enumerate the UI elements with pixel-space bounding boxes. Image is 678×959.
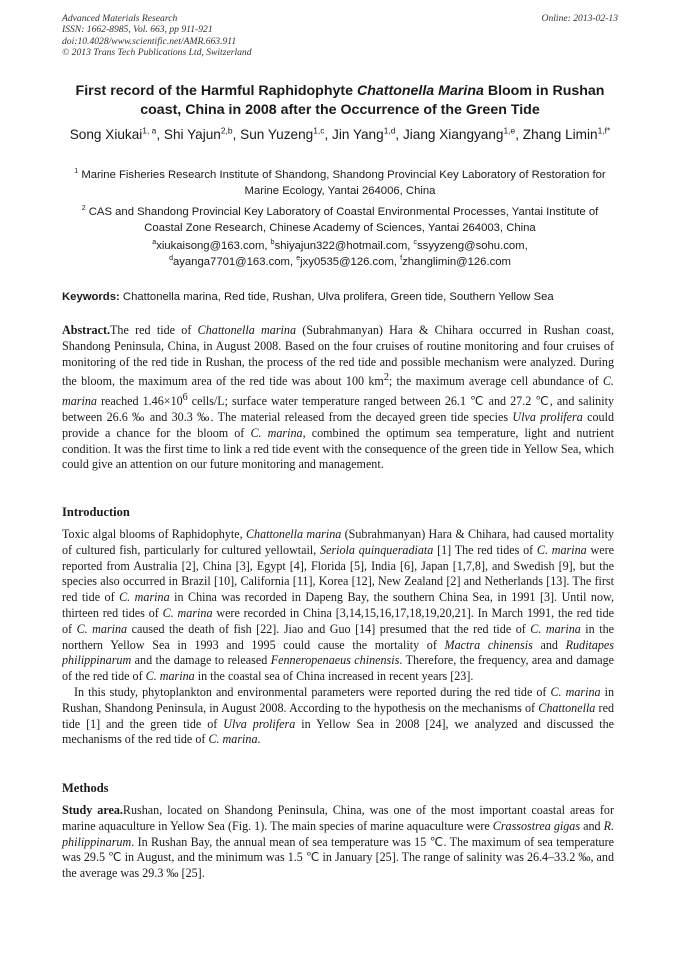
intro-text: in the northern Yellow Sea in 1993 and 1995 could cause the mortality of	[62, 621, 614, 652]
email-sup: c	[413, 239, 418, 247]
email-address[interactable]: ssyyzeng@sohu.com	[417, 240, 525, 252]
affiliation-1-text: Marine Fisheries Research Institute of Shandong, Shandong Provincial Key Laboratory of Restoration for Marine Ecology, Yantai 264006, China	[81, 169, 606, 197]
species-name: Chattonella marina	[245, 527, 342, 541]
abstract-sup: 6	[182, 392, 188, 404]
intro-text: . Therefore, the frequency, area and damage of the red tide of	[62, 653, 615, 684]
methods-text: . In Rushan Bay, the annual mean of sea temperature was 15 ℃. The maximum of sea temperature was 29.5 ℃ in August, and the minimum was 1.5 ℃ in January [25]. The range of salinity was 26.4–33.2 ‰, and the average was 29.3 ‰ [25].	[62, 834, 614, 881]
doi-line[interactable]: doi:10.4028/www.scientific.net/AMR.663.911	[62, 35, 237, 47]
author-sup: 2,b	[220, 125, 233, 136]
email-address[interactable]: jxy0535@126.com	[300, 256, 394, 268]
issn-line: ISSN: 1662-8985, Vol. 663, pp 911-921	[62, 24, 213, 36]
abstract-text: cells/L; surface water temperature ranged between 26.1 ℃ and 27.2 ℃, and salinity between 26.6 ‰ and 30.3 ‰. The material released from the decayed green tide species	[62, 394, 614, 425]
species-name: C. marina	[162, 605, 213, 620]
species-name: C. marina	[119, 590, 170, 605]
species-name: Seriola quinqueradiata	[320, 542, 434, 557]
email-sep: ,	[393, 256, 401, 268]
study-area-label: Study area.	[62, 803, 123, 817]
species-name: C. marina	[208, 732, 258, 747]
author-name: Shi Yajun	[163, 127, 221, 142]
email-sup: d	[169, 255, 173, 263]
email-sup: a	[152, 239, 157, 247]
species-name: C. marina	[62, 374, 614, 409]
author-list	[62, 125, 618, 145]
methods-text: Rushan, located on Shandong Peninsula, China, was one of the most important coastal areas for marine aquaculture in Yellow Sea (Fig. 1). The main species of marine aquaculture were	[62, 803, 614, 833]
email-sep: ,	[264, 240, 271, 252]
intro-text: and the damage to released	[131, 653, 271, 668]
keywords-label: Keywords:	[62, 291, 120, 303]
species-name: Ruditapes philippinarum	[62, 637, 614, 668]
email-address[interactable]: shiyajun322@hotmail.com	[274, 240, 408, 252]
journal-name: Advanced Materials Research	[62, 13, 178, 24]
affiliation-1-sup: 1	[74, 168, 79, 176]
online-date: Online: 2013-02-13	[541, 13, 618, 24]
title-part-1: First record of the Harmful Raphidophyte	[75, 83, 357, 99]
author-sep: ,	[395, 127, 403, 142]
abstract-text: could provide a chance for the bloom of	[62, 410, 614, 440]
abstract-sup: 2	[383, 372, 389, 384]
abstract-text: (Subrahmanyan) Hara & Chihara occurred in Rushan coast, Shandong Peninsula, China, in August 2008. Based on the four cruises of routine monitoring and four cruises of monitoring of the red tide in Rushan, the process of the red tide and possible mechanism were analyzed. During the bloom, the maximum area of the red tide was about 100 km	[62, 323, 614, 389]
author-sep: ,	[232, 127, 241, 142]
affiliation-2-text: CAS and Shandong Provincial Key Laboratory of Coastal Environmental Processes, Yantai Institute of Coastal Zone Research, Chinese Academy of Sciences, Yantai 264003, China	[88, 206, 599, 234]
species-name: C. marina	[550, 684, 601, 699]
introduction-heading: Introduction	[62, 505, 130, 519]
email-sep: ,	[407, 240, 414, 252]
species-name: Mactra chinensis	[444, 637, 533, 652]
abstract-text: reached 1.46×10	[96, 394, 183, 409]
abstract	[62, 323, 614, 473]
intro-text: (Subrahmanyan) Hara & Chihara, had caused mortality of cultured fish, particularly for cultured yellowtail,	[62, 527, 614, 557]
abstract-text: , combined the optimum sea temperature, light and nutrient condition. It was the first time to link a red tide event with the consequence of the green tide in Yellow Sea, which could give an attention on our future monitoring and management.	[62, 425, 614, 472]
abstract-text: ; the maximum average cell abundance of	[388, 374, 603, 389]
affiliation-1	[62, 167, 618, 199]
species-name: Chattonella	[538, 700, 596, 715]
author-sup: 1,e	[503, 125, 516, 136]
intro-text: and	[532, 637, 566, 652]
species-name: Ulva prolifera	[223, 716, 296, 731]
email-address[interactable]: ayanga7701@163.com	[172, 256, 290, 268]
journal-header	[62, 13, 618, 59]
intro-text: in China was recorded in Dapeng Bay, the southern China Sea, in 1991 [3]. Until now, thirteen red tides of	[62, 590, 614, 620]
email-sup: b	[270, 239, 275, 247]
intro-text: caused the death of fish [22]. Jiao and Guo [14] presumed that the red tide of	[127, 621, 531, 636]
email-sup: e	[296, 255, 301, 263]
author-sup: 1,d	[383, 125, 396, 136]
author-sep: ,	[324, 127, 333, 142]
species-name: C. marina	[145, 669, 195, 684]
email-address[interactable]: xiukaisong@163.com	[156, 240, 265, 252]
title-species: Chattonella Marina	[356, 83, 484, 99]
species-name: C. marina	[76, 621, 128, 636]
introduction-body	[62, 527, 614, 748]
title-part-2: Bloom in Rushan coast, China in 2008 after the Occurrence of the Green Tide	[140, 83, 605, 118]
intro-text: Toxic algal blooms of Raphidophyte,	[62, 527, 246, 541]
author-sep: ,	[515, 127, 523, 142]
species-name: C. marina	[530, 621, 581, 636]
intro-text: red tide [1] and the green tide of	[62, 700, 614, 731]
species-name: Chattonella marina	[197, 323, 296, 337]
species-name: Ulva prolifera	[512, 410, 583, 425]
email-address[interactable]: zhanglimin@126.com	[402, 256, 511, 268]
affiliation-2-sup: 2	[81, 205, 86, 213]
paper-title	[62, 82, 618, 120]
author-name: Jiang Xiangyang	[402, 127, 504, 142]
species-name: Fenneropenaeus chinensis	[270, 653, 400, 668]
author-name: Zhang Limin	[522, 127, 598, 142]
intro-text: were recorded in China [3,14,15,16,17,18,19,20,21]. In March 1991, the red tide of	[62, 605, 614, 636]
email-sep: ,	[289, 256, 297, 268]
intro-text: in Rushan, Shandong Peninsula, in August 2008. According to the hypothesis on the mechanisms of	[62, 684, 615, 715]
author-name: Jin Yang	[332, 127, 384, 142]
intro-text: in Yellow Sea in 2008 [24], we analyzed and discussed the mechanisms of the red tide of	[62, 716, 615, 747]
author-name: Sun Yuzeng	[240, 127, 314, 142]
abstract-text: The red tide of	[110, 323, 198, 337]
intro-text: .	[257, 732, 261, 747]
email-list	[62, 238, 618, 270]
methods-heading: Methods	[62, 781, 109, 795]
keywords-line	[62, 289, 618, 305]
author-sup: 1,f*	[597, 125, 611, 136]
author-name: Song Xiukai	[69, 127, 143, 142]
intro-paragraph-2	[62, 685, 614, 748]
author-sep: ,	[156, 127, 164, 142]
species-name: Crassostrea gigas	[492, 818, 581, 833]
methods-text: and	[580, 818, 604, 833]
email-sup: f	[400, 255, 403, 263]
species-name: C. marina	[250, 425, 303, 440]
intro-text: in the coastal sea of China increased in recent years [23].	[194, 669, 474, 684]
intro-text: [1] The red tides of	[433, 542, 537, 557]
abstract-label: Abstract.	[62, 323, 111, 337]
author-sup: 1,c	[313, 125, 325, 136]
intro-text: were reported from Australia [2], China [3], Egypt [4], Florida [5], India [6], Japan [1,7,8], and Swedish [9], but the species also occurred in Brazil [10], California [11], Korea [12], New Zealand [2] and Netherlands [13]. The first red tide of	[62, 542, 614, 605]
intro-text: In this study, phytoplankton and environmental parameters were reported during the red tide of	[74, 684, 551, 699]
methods-body	[62, 803, 614, 882]
affiliation-2	[62, 204, 618, 236]
intro-paragraph-1	[62, 527, 614, 685]
species-name: R. philippinarum	[62, 818, 614, 849]
copyright-line: © 2013 Trans Tech Publications Ltd, Switzerland	[62, 47, 252, 59]
keywords-text: Chattonella marina, Red tide, Rushan, Ulva prolifera, Green tide, Southern Yellow Sea	[119, 291, 554, 303]
author-sup: 1, a	[142, 125, 157, 136]
email-sep: ,	[524, 240, 528, 252]
species-name: C. marina	[536, 542, 587, 557]
